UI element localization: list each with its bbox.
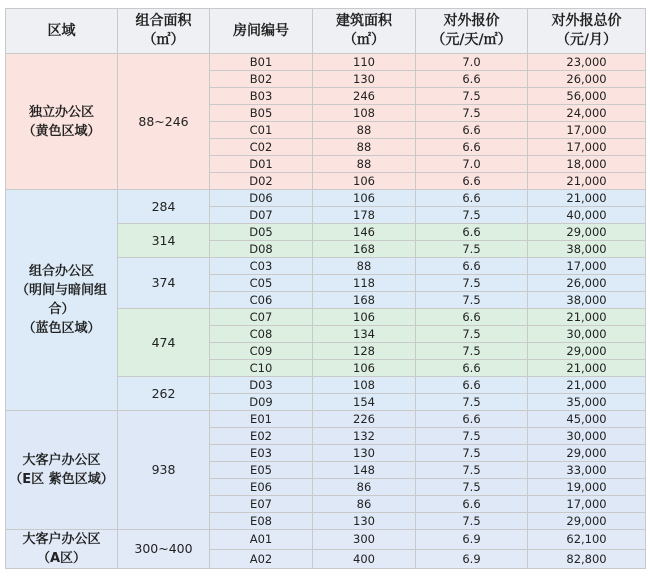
building-area-cell: 132 — [313, 428, 416, 445]
room-number-cell: A01 — [210, 530, 313, 550]
table-row — [6, 530, 646, 550]
table-row — [6, 54, 646, 71]
building-area-cell: 108 — [313, 377, 416, 394]
building-area-cell: 168 — [313, 241, 416, 258]
building-area-cell: 130 — [313, 513, 416, 530]
header-combo-area: 组合面积 （㎡） — [118, 9, 210, 54]
price-cell: 6.6 — [416, 173, 528, 190]
room-number-cell: B05 — [210, 105, 313, 122]
region-cell — [6, 530, 118, 569]
room-number-cell: C01 — [210, 122, 313, 139]
building-area-cell: 130 — [313, 71, 416, 88]
building-area-cell: 88 — [313, 122, 416, 139]
header-room-number: 房间编号 — [210, 9, 313, 54]
price-cell: 7.5 — [416, 292, 528, 309]
total-price-cell: 21,000 — [528, 309, 646, 326]
total-price-cell: 21,000 — [528, 377, 646, 394]
total-price-cell: 38,000 — [528, 241, 646, 258]
price-cell: 6.6 — [416, 139, 528, 156]
room-number-cell: C10 — [210, 360, 313, 377]
price-cell: 6.6 — [416, 224, 528, 241]
room-number-cell: C08 — [210, 326, 313, 343]
total-price-cell: 38,000 — [528, 292, 646, 309]
region-cell — [6, 54, 118, 190]
room-number-cell: C07 — [210, 309, 313, 326]
building-area-cell: 86 — [313, 496, 416, 513]
region-label-line: 独立办公区 — [28, 104, 94, 120]
building-area-cell: 88 — [313, 156, 416, 173]
building-area-cell: 246 — [313, 88, 416, 105]
total-price-cell: 18,000 — [528, 156, 646, 173]
price-cell: 6.6 — [416, 122, 528, 139]
region-cell — [6, 411, 118, 530]
price-cell: 6.6 — [416, 411, 528, 428]
combo-area-cell: 938 — [118, 411, 210, 530]
combo-area-cell: 284 — [118, 190, 210, 224]
region-cell — [6, 190, 118, 411]
price-cell: 7.5 — [416, 343, 528, 360]
combo-area-cell: 300~400 — [118, 530, 210, 569]
table-body — [6, 54, 646, 569]
building-area-cell: 134 — [313, 326, 416, 343]
building-area-cell: 108 — [313, 105, 416, 122]
total-price-cell: 26,000 — [528, 275, 646, 292]
room-number-cell: D09 — [210, 394, 313, 411]
price-cell: 7.0 — [416, 54, 528, 71]
combo-area-cell: 314 — [118, 224, 210, 258]
price-cell: 7.0 — [416, 156, 528, 173]
total-price-cell: 40,000 — [528, 207, 646, 224]
region-label-line: 合） — [48, 302, 75, 317]
header-total-price: 对外报总价 （元/月） — [528, 9, 646, 54]
price-cell: 7.5 — [416, 275, 528, 292]
total-price-cell: 21,000 — [528, 173, 646, 190]
region-label-line: （A区） — [36, 551, 87, 566]
building-area-cell: 130 — [313, 445, 416, 462]
room-number-cell: E05 — [210, 462, 313, 479]
header-row — [6, 9, 646, 54]
room-number-cell: D01 — [210, 156, 313, 173]
pricing-table-container — [5, 8, 645, 569]
combo-area-cell: 474 — [118, 309, 210, 377]
combo-area-cell: 88~246 — [118, 54, 210, 190]
room-number-cell: E06 — [210, 479, 313, 496]
building-area-cell: 88 — [313, 139, 416, 156]
room-number-cell: E02 — [210, 428, 313, 445]
total-price-cell: 29,000 — [528, 343, 646, 360]
building-area-cell: 110 — [313, 54, 416, 71]
room-number-cell: C09 — [210, 343, 313, 360]
building-area-cell: 178 — [313, 207, 416, 224]
price-cell: 6.6 — [416, 377, 528, 394]
price-cell: 6.9 — [416, 530, 528, 550]
total-price-cell: 33,000 — [528, 462, 646, 479]
building-area-cell: 106 — [313, 173, 416, 190]
building-area-cell: 146 — [313, 224, 416, 241]
total-price-cell: 19,000 — [528, 479, 646, 496]
price-cell: 6.6 — [416, 360, 528, 377]
room-number-cell: B03 — [210, 88, 313, 105]
building-area-cell: 128 — [313, 343, 416, 360]
region-label-line: 组合办公区 — [28, 264, 94, 279]
total-price-cell: 29,000 — [528, 224, 646, 241]
room-number-cell: D05 — [210, 224, 313, 241]
total-price-cell: 56,000 — [528, 88, 646, 105]
room-number-cell: C06 — [210, 292, 313, 309]
table-row — [6, 411, 646, 428]
region-label-line: （黄色区域） — [22, 123, 101, 139]
office-pricing-table — [5, 8, 646, 569]
room-number-cell: A02 — [210, 549, 313, 569]
region-label-line: 大客户办公区 — [22, 532, 101, 547]
room-number-cell: D06 — [210, 190, 313, 207]
total-price-cell: 45,000 — [528, 411, 646, 428]
price-cell: 7.5 — [416, 394, 528, 411]
price-cell: 6.9 — [416, 549, 528, 569]
combo-area-cell: 262 — [118, 377, 210, 411]
header-building-area: 建筑面积 （㎡） — [313, 9, 416, 54]
room-number-cell: C02 — [210, 139, 313, 156]
room-number-cell: C05 — [210, 275, 313, 292]
building-area-cell: 106 — [313, 360, 416, 377]
table-row — [6, 190, 646, 207]
building-area-cell: 86 — [313, 479, 416, 496]
price-cell: 7.5 — [416, 513, 528, 530]
total-price-cell: 82,800 — [528, 549, 646, 569]
total-price-cell: 17,000 — [528, 258, 646, 275]
building-area-cell: 300 — [313, 530, 416, 550]
region-label-line: （蓝色区域） — [22, 321, 101, 336]
price-cell: 7.5 — [416, 105, 528, 122]
total-price-cell: 21,000 — [528, 360, 646, 377]
price-cell: 6.6 — [416, 496, 528, 513]
price-cell: 6.6 — [416, 258, 528, 275]
total-price-cell: 17,000 — [528, 122, 646, 139]
building-area-cell: 148 — [313, 462, 416, 479]
price-cell: 6.6 — [416, 190, 528, 207]
room-number-cell: B01 — [210, 54, 313, 71]
room-number-cell: C03 — [210, 258, 313, 275]
room-number-cell: E08 — [210, 513, 313, 530]
total-price-cell: 30,000 — [528, 326, 646, 343]
price-cell: 7.5 — [416, 207, 528, 224]
building-area-cell: 118 — [313, 275, 416, 292]
price-cell: 7.5 — [416, 241, 528, 258]
room-number-cell: D03 — [210, 377, 313, 394]
total-price-cell: 17,000 — [528, 139, 646, 156]
total-price-cell: 21,000 — [528, 190, 646, 207]
price-cell: 6.6 — [416, 309, 528, 326]
building-area-cell: 168 — [313, 292, 416, 309]
price-cell: 7.5 — [416, 428, 528, 445]
building-area-cell: 154 — [313, 394, 416, 411]
price-cell: 7.5 — [416, 88, 528, 105]
total-price-cell: 35,000 — [528, 394, 646, 411]
price-cell: 7.5 — [416, 445, 528, 462]
building-area-cell: 106 — [313, 309, 416, 326]
region-label-line: 大客户办公区 — [22, 453, 101, 468]
total-price-cell: 23,000 — [528, 54, 646, 71]
building-area-cell: 400 — [313, 549, 416, 569]
room-number-cell: D08 — [210, 241, 313, 258]
total-price-cell: 62,100 — [528, 530, 646, 550]
total-price-cell: 30,000 — [528, 428, 646, 445]
price-cell: 7.5 — [416, 462, 528, 479]
region-label-line: （E区 紫色区域） — [9, 472, 114, 487]
room-number-cell: B02 — [210, 71, 313, 88]
price-cell: 6.6 — [416, 71, 528, 88]
total-price-cell: 26,000 — [528, 71, 646, 88]
region-label-line: （明间与暗间组 — [15, 283, 107, 298]
price-cell: 7.5 — [416, 479, 528, 496]
room-number-cell: E07 — [210, 496, 313, 513]
room-number-cell: D07 — [210, 207, 313, 224]
building-area-cell: 106 — [313, 190, 416, 207]
total-price-cell: 29,000 — [528, 513, 646, 530]
building-area-cell: 226 — [313, 411, 416, 428]
header-region: 区域 — [6, 9, 118, 54]
header-price: 对外报价 （元/天/㎡） — [416, 9, 528, 54]
total-price-cell: 17,000 — [528, 496, 646, 513]
room-number-cell: D02 — [210, 173, 313, 190]
total-price-cell: 29,000 — [528, 445, 646, 462]
combo-area-cell: 374 — [118, 258, 210, 309]
room-number-cell: E03 — [210, 445, 313, 462]
total-price-cell: 24,000 — [528, 105, 646, 122]
price-cell: 7.5 — [416, 326, 528, 343]
building-area-cell: 88 — [313, 258, 416, 275]
room-number-cell: E01 — [210, 411, 313, 428]
